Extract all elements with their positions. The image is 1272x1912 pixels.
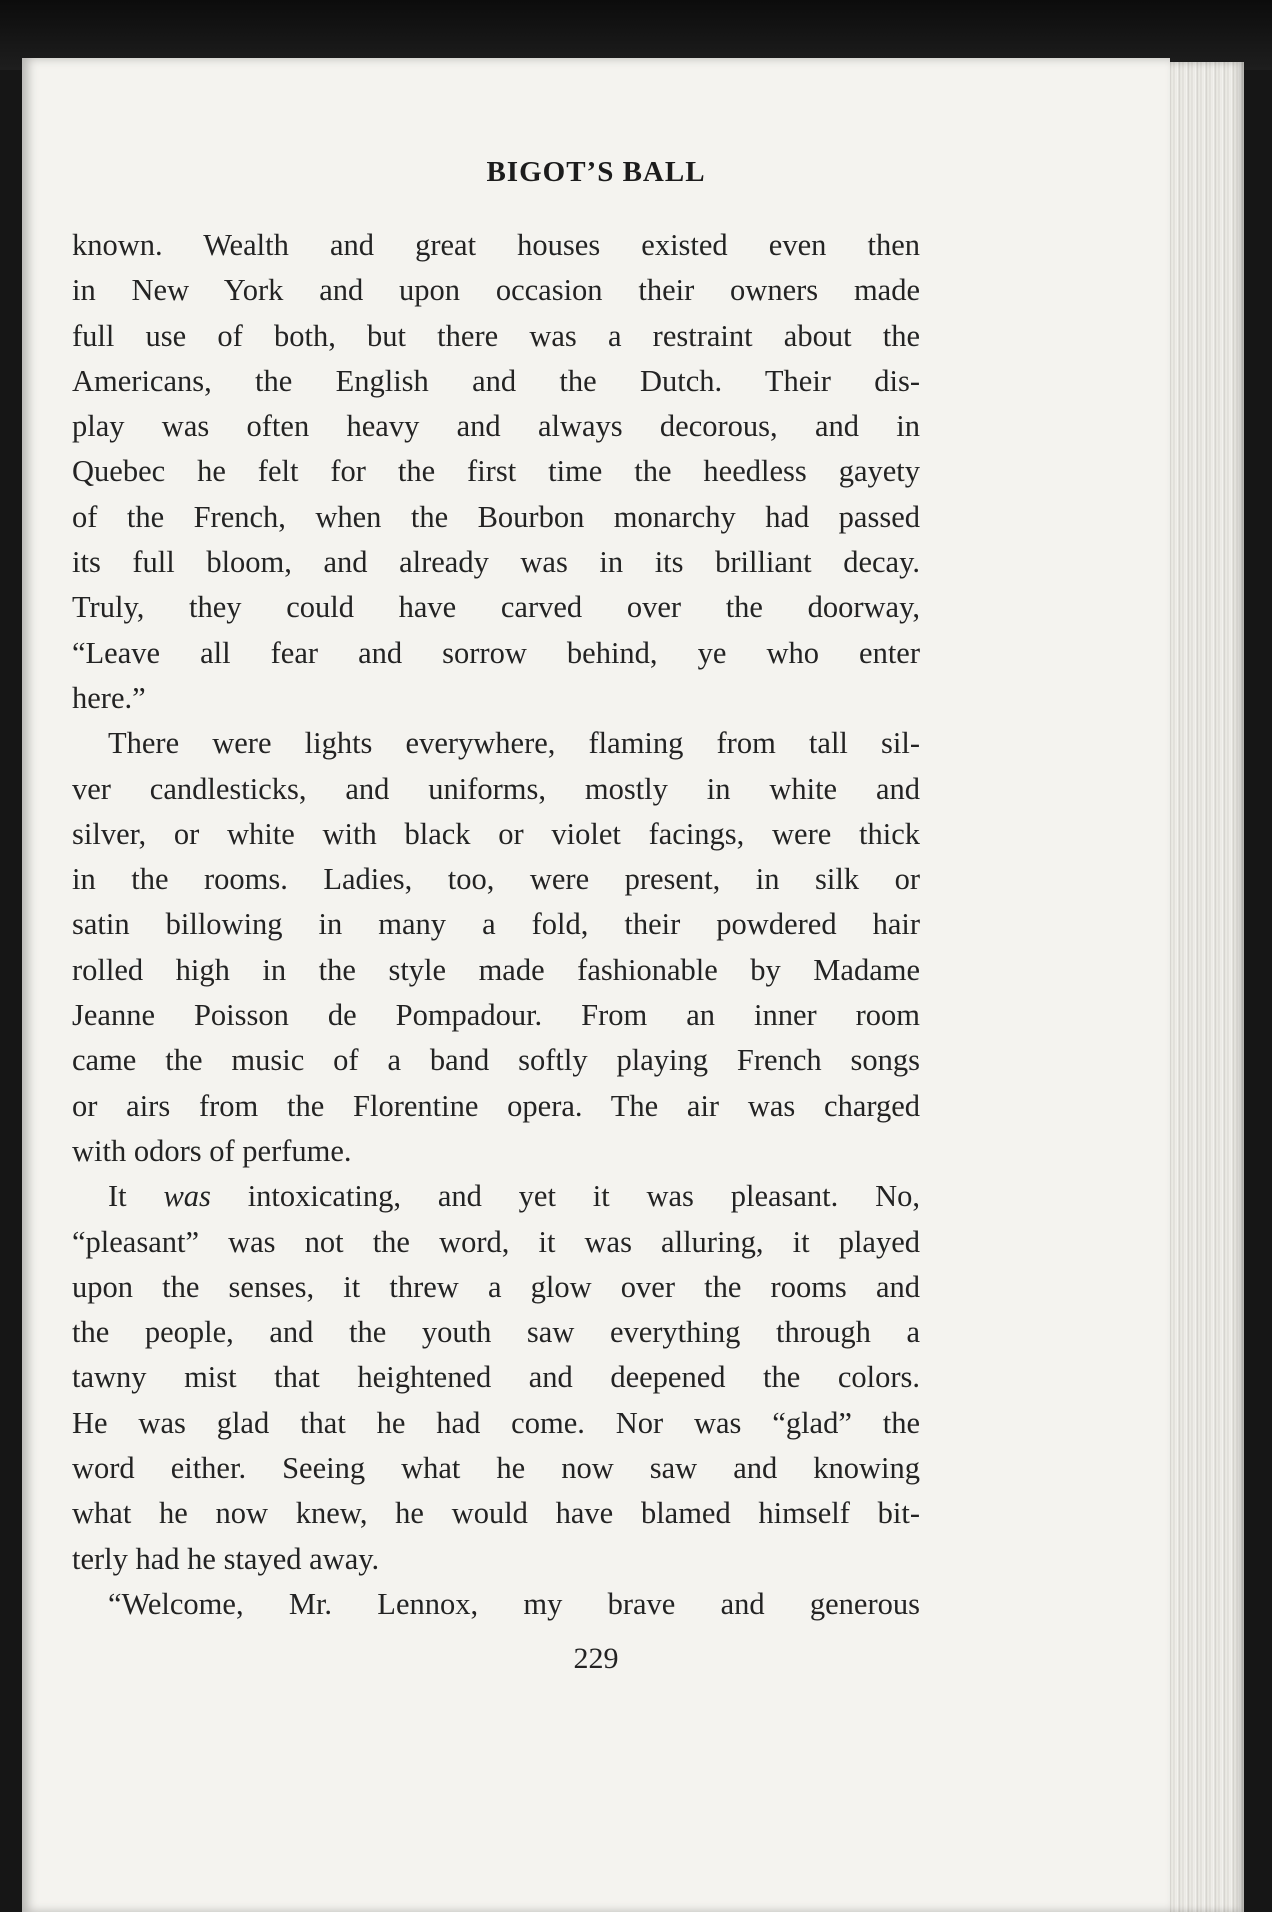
text-line: Americans, the English and the Dutch. Their dis- [72, 363, 920, 398]
text-line: or airs from the Florentine opera. The air was charged [72, 1088, 920, 1123]
text-line: rolled high in the style made fashionable by Madame [72, 952, 920, 987]
text-line: word either. Seeing what he now saw and knowing [72, 1451, 920, 1486]
page-edge-stack [1158, 62, 1244, 1912]
text-line: of the French, when the Bourbon monarchy had passed [72, 499, 920, 534]
text-line: satin billowing in many a fold, their powdered hair [72, 907, 920, 942]
text-line: There were lights everywhere, flaming from tall sil- [108, 726, 920, 761]
text-line: the people, and the youth saw everything through a [72, 1315, 920, 1350]
text-line: play was often heavy and always decorous, and in [72, 409, 920, 444]
text-line: what he now knew, he would have blamed himself bit- [72, 1496, 920, 1531]
text-line: Quebec he felt for the first time the heedless gayety [72, 454, 920, 489]
text-line: in the rooms. Ladies, too, were present, in silk or [72, 862, 920, 897]
text-line: full use of both, but there was a restraint about the [72, 318, 920, 353]
text-line: silver, or white with black or violet facings, were thick [72, 816, 920, 851]
text-line: here.” [72, 680, 146, 715]
text-line: came the music of a band softly playing French songs [72, 1043, 920, 1078]
text-line: in New York and upon occasion their owners made [72, 273, 920, 308]
text-line: Truly, they could have carved over the doorway, [72, 590, 920, 625]
text-line: He was glad that he had come. Nor was “glad” the [72, 1405, 920, 1440]
text-line: It was intoxicating, and yet it was pleasant. No, [108, 1179, 920, 1214]
text-line: terly had he stayed away. [72, 1541, 380, 1576]
running-head: BIGOT’S BALL [486, 156, 706, 188]
text-line: with odors of perfume. [72, 1133, 352, 1168]
text-line: “Welcome, Mr. Lennox, my brave and generous [108, 1586, 920, 1621]
text-line: Jeanne Poisson de Pompadour. From an inner room [72, 998, 920, 1033]
body-text [72, 223, 920, 1627]
text-line: ver candlesticks, and uniforms, mostly in white and [72, 771, 920, 806]
text-line: “pleasant” was not the word, it was alluring, it played [72, 1224, 920, 1259]
text-line: “Leave all fear and sorrow behind, ye who enter [72, 635, 920, 670]
text-line: upon the senses, it threw a glow over the rooms and [72, 1269, 920, 1304]
text-line: known. Wealth and great houses existed even then [72, 228, 920, 262]
text-line: tawny mist that heightened and deepened the colors. [72, 1360, 920, 1395]
text-line: its full bloom, and already was in its brilliant decay. [72, 545, 920, 580]
page-number: 229 [573, 1642, 619, 1675]
